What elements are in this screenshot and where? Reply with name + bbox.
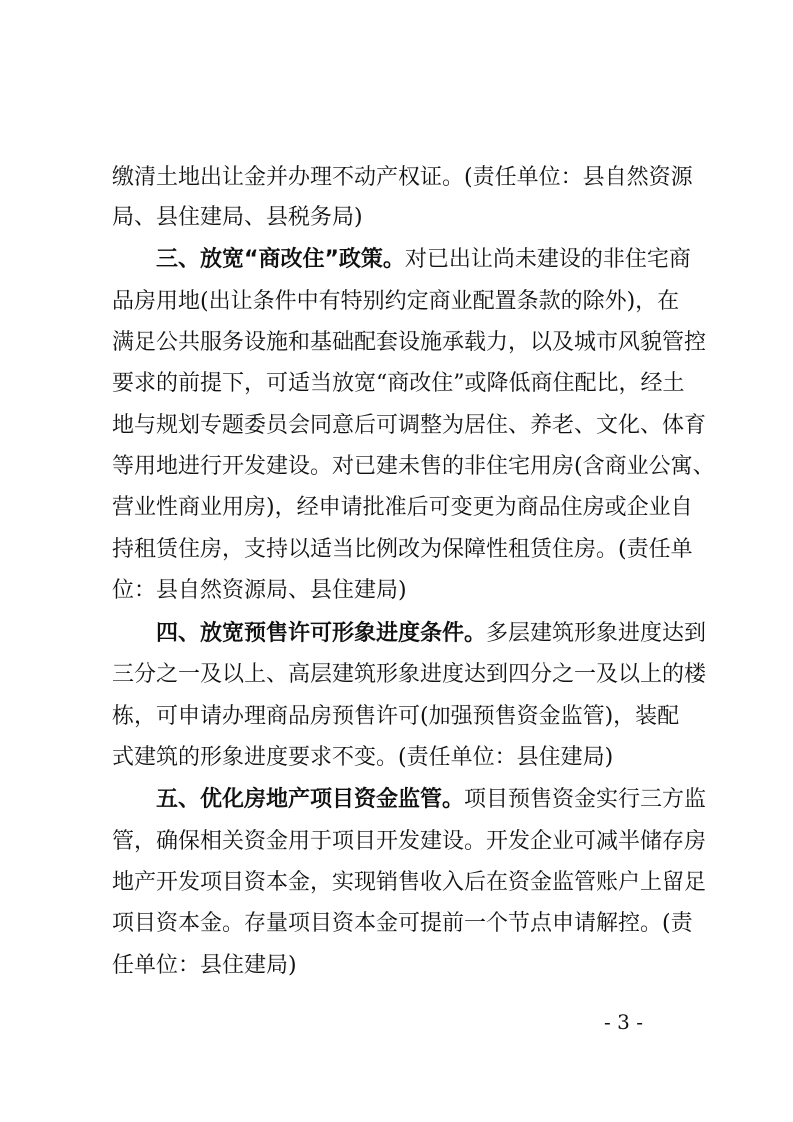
body-line: 要求的前提下，可适当放宽“商改住”或降低商住配比，经土 xyxy=(112,371,685,396)
body-line: 营业性商业用房)，经申请批准后可变更为商品住房或企业自 xyxy=(112,495,693,520)
section-five-heading: 五、优化房地产项目资金监管。 xyxy=(156,787,465,812)
section-five-text: 项目预售资金实行三方监 xyxy=(464,787,707,812)
body-line: 缴清土地出让金并办理不动产权证。(责任单位：县自然资源 xyxy=(112,165,693,190)
body-line: 任单位：县住建局) xyxy=(112,953,297,978)
section-three-first-line xyxy=(156,240,691,280)
body-line: 栋，可申请办理商品房预售许可(加强预售资金监管)，装配 xyxy=(112,704,680,729)
section-three-heading: 三、放宽“商改住”政策。 xyxy=(156,247,405,272)
body-line: 局、县住建局、县税务局) xyxy=(112,205,363,230)
section-four-first-line xyxy=(156,614,706,654)
section-four-text: 多层建筑形象进度达到 xyxy=(486,621,707,646)
body-line: 地产开发项目资本金，实现销售收入后在资金监管账户上留足 xyxy=(112,870,707,895)
body-line: 三分之一及以上、高层建筑形象进度达到四分之一及以上的楼 xyxy=(112,662,707,687)
section-three-text: 对已出让尚未建设的非住宅商 xyxy=(404,247,691,272)
body-line: 项目资本金。存量项目资本金可提前一个节点申请解控。(责 xyxy=(112,911,693,936)
body-line: 持租赁住房，支持以适当比例改为保障性租赁住房。(责任单 xyxy=(112,537,693,562)
body-line: 式建筑的形象进度要求不变。(责任单位：县住建局) xyxy=(112,745,614,770)
page-number: - 3 - xyxy=(604,1010,643,1034)
section-five-first-line xyxy=(156,780,706,820)
body-line: 管，确保相关资金用于项目开发建设。开发企业可减半储存房 xyxy=(112,829,707,854)
section-four-heading: 四、放宽预售许可形象进度条件。 xyxy=(156,621,487,646)
body-line: 品房用地(出让条件中有特别约定商业配置条款的除外)，在 xyxy=(112,289,680,314)
body-line: 满足公共服务设施和基础配套设施承载力，以及城市风貌管控 xyxy=(112,330,707,355)
body-line: 等用地进行开发建设。对已建未售的非住宅用房(含商业公寓、 xyxy=(112,454,715,479)
body-line: 地与规划专题委员会同意后可调整为居住、养老、文化、体育 xyxy=(112,413,707,438)
body-line: 位：县自然资源局、县住建局) xyxy=(112,578,407,603)
